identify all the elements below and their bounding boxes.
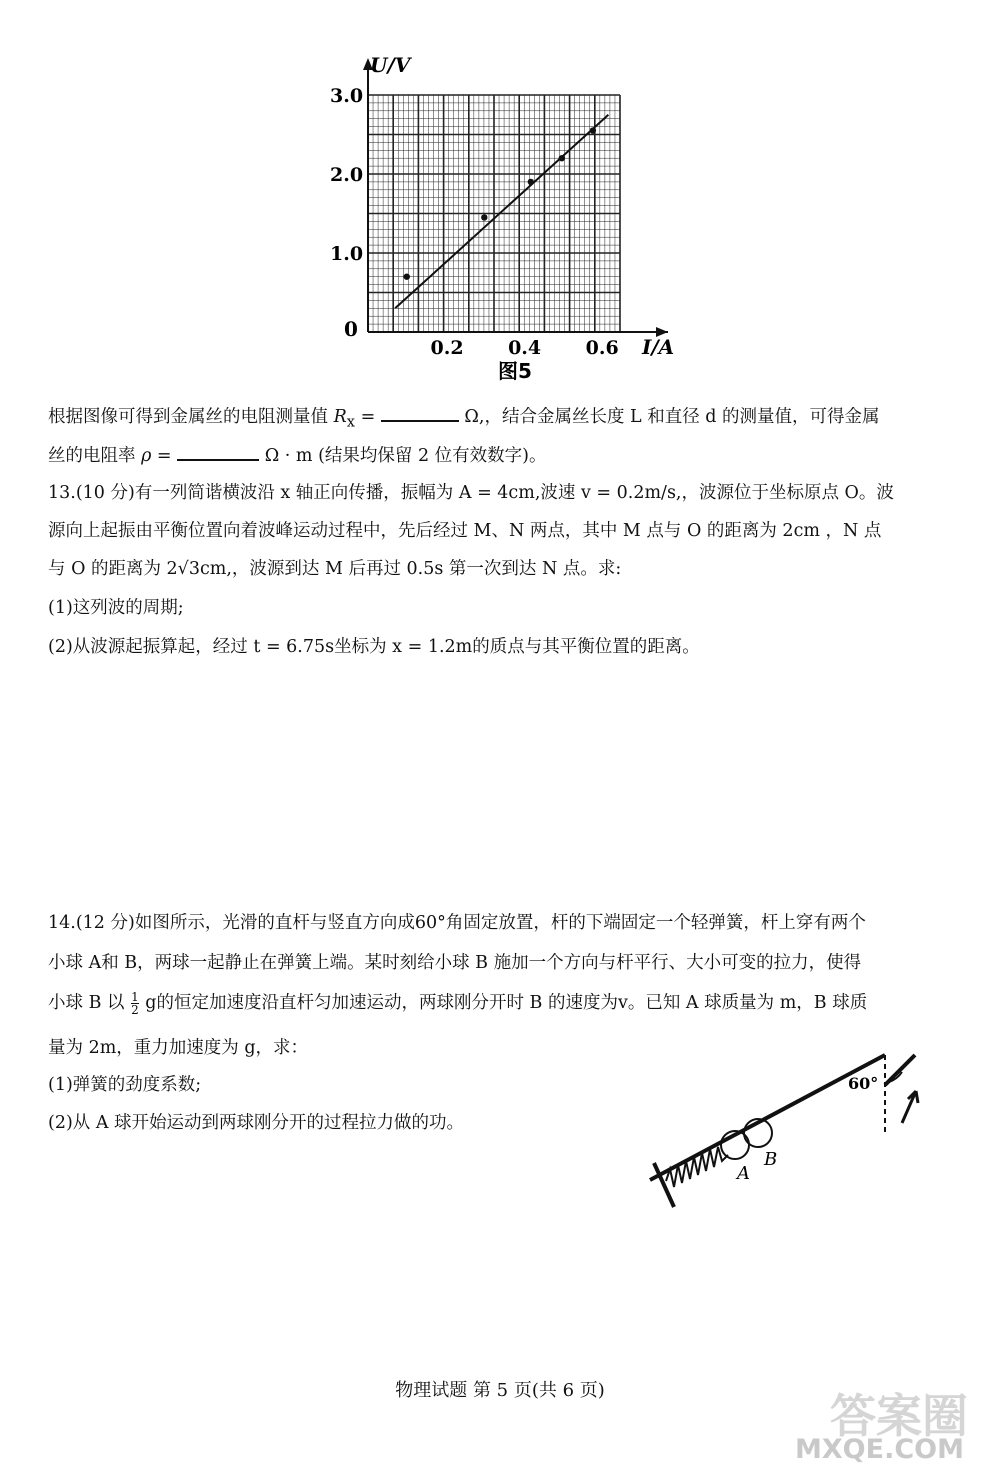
q13-line-1: 13.(10 分)有一列简谐横波沿 x 轴正向传播，振幅为 A = 4cm,波速 v = 0.2m/s,，波源位于坐标原点 O。波: [48, 483, 894, 503]
q13-sub-2: (2)从波源起振算起，经过 t = 6.75s坐标为 x = 1.2m的质点与其平衡位置的距离。: [48, 637, 700, 657]
q14-line-4: 量为 2m，重力加速度为 g，求：: [48, 1038, 309, 1058]
q13-sub-1: (1)这列波的周期;: [48, 598, 184, 618]
q14-line-3: 小球 B 以 $\frac{1}{2}$ g的恒定加速度沿直杆匀加速运动，两球刚分开时 B 的速度为v。已知 A 球质量为 m，B 球质: [48, 990, 868, 1017]
graph-grid: [368, 95, 620, 332]
angle-label: 60°: [848, 1074, 879, 1093]
ball-b-label: B: [764, 1149, 778, 1170]
x-axis-label: I/A: [642, 335, 675, 359]
answer-blank-resistance[interactable]: [381, 402, 459, 422]
answer-blank-resistivity[interactable]: [177, 441, 259, 461]
x-tick-label: 0.6: [585, 337, 619, 359]
x-tick-label: 0.2: [430, 337, 464, 359]
watermark-url: MXQE.COM: [795, 1434, 964, 1465]
q13-line-2: 源向上起振由平衡位置向着波峰运动过程中，先后经过 M、N 两点，其中 M 点与 O 的距离为 2cm ，N 点: [48, 521, 882, 541]
y-tick-label: 2.0: [330, 164, 364, 186]
q14-sub-1: (1)弹簧的劲度系数;: [48, 1075, 202, 1095]
fit-line: [395, 115, 608, 309]
q14-sub-2: (2)从 A 球开始运动到两球刚分开的过程拉力做的功。: [48, 1113, 465, 1133]
origin-label: 0: [344, 317, 358, 341]
rod-upper-segment: [885, 1055, 915, 1085]
y-tick-label: 3.0: [330, 85, 364, 107]
fraction-denominator: 2: [131, 1003, 139, 1017]
x-tick-label: 0.4: [508, 337, 542, 359]
figure-caption: 图5: [498, 359, 532, 383]
watermark-logo-text: 答案圈: [830, 1389, 968, 1443]
page-footer: 物理试题 第 5 页(共 6 页): [395, 1380, 605, 1401]
rod-spring-diagram: [640, 1045, 940, 1215]
graph-tick-labels: [330, 85, 619, 359]
q14-line-2: 小球 A和 B，两球一起静止在弹簧上端。某时刻给小球 B 施加一个方向与杆平行、大小可变的拉力，使得: [48, 953, 862, 973]
data-point: [481, 214, 487, 220]
y-tick-label: 1.0: [330, 243, 364, 265]
q12-line-2: 丝的电阻率 ρ = Ω · m (结果均保留 2 位有效数字)。: [48, 441, 958, 468]
q14-line-1: 14.(12 分)如图所示，光滑的直杆与竖直方向成60°角固定放置，杆的下端固定一个轻弹簧，杆上穿有两个: [48, 913, 866, 933]
data-point: [404, 274, 410, 280]
ball-a-label: A: [737, 1163, 750, 1184]
q13-line-3: 与 O 的距离为 2√3cm,，波源到达 M 后再过 0.5s 第一次到达 N 点。求:: [48, 559, 622, 579]
fraction-numerator: 1: [131, 990, 139, 1004]
y-axis-label: U/V: [370, 53, 411, 77]
force-arrow: [902, 1091, 918, 1123]
q12-line-1: 根据图像可得到金属丝的电阻测量值 $R_x$ = Ω,，结合金属丝长度 L 和直径 d 的测量值，可得金属: [48, 402, 958, 435]
u-i-graph: [330, 50, 675, 390]
